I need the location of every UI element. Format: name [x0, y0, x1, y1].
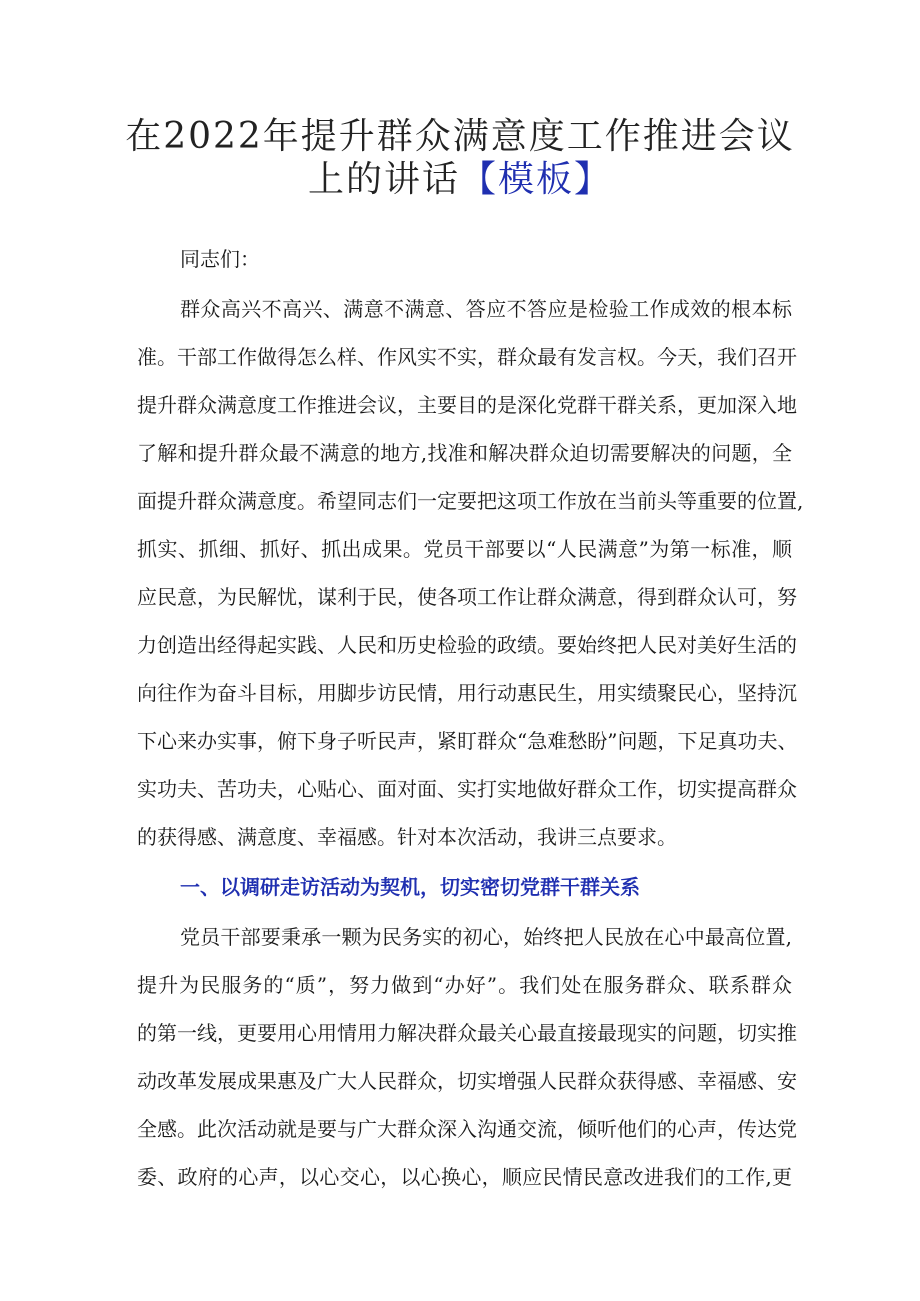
paragraph-2-line: 动改革发展成果惠及广大人民群众，切实增强人民群众获得感、幸福感、安 — [137, 1069, 797, 1093]
paragraph-1-line: 了解和提升群众最不满意的地方,找准和解决群众迫切需要解决的问题，全 — [137, 441, 792, 465]
title-main-text: 上的讲话 — [307, 159, 460, 200]
paragraph-2-line: 党员干部要秉承一颗为民务实的初心，始终把人民放在心中最高位置, — [180, 925, 792, 949]
paragraph-1-line: 提升群众满意度工作推进会议，主要目的是深化党群干群关系，更加深入地 — [137, 393, 797, 417]
paragraph-2-line: 的第一线，更要用心用情用力解决群众最关心最直接最现实的问题，切实推 — [137, 1021, 797, 1045]
section-heading-1: 一、以调研走访活动为契机，切实密切党群干群关系 — [180, 875, 640, 899]
paragraph-2-line: 委、政府的心声，以心交心，以心换心，顺应民情民意改进我们的工作,更 — [137, 1165, 792, 1189]
paragraph-1-line: 向往作为奋斗目标，用脚步访民情，用行动惠民生，用实绩聚民心，坚持沉 — [137, 681, 797, 705]
document-title-line-1: 在2022年提升群众满意度工作推进会议 — [125, 116, 795, 157]
paragraph-1-line: 抓实、抓细、抓好、抓出成果。党员干部要以“人民满意”为第一标准，顺 — [137, 537, 792, 561]
paragraph-1-line: 应民意，为民解忧，谋利于民，使各项工作让群众满意，得到群众认可，努 — [137, 585, 797, 609]
paragraph-1-line: 准。干部工作做得怎么样、作风实不实，群众最有发言权。今天，我们召开 — [137, 345, 797, 369]
paragraph-1-line: 群众高兴不高兴、满意不满意、答应不答应是检验工作成效的根本标 — [180, 297, 792, 321]
document-title-line-2 — [120, 160, 800, 200]
paragraph-1-line: 面提升群众满意度。希望同志们一定要把这项工作放在当前头等重要的位置, — [137, 489, 804, 513]
template-tag: 【模板】 — [460, 159, 613, 200]
salutation: 同志们： — [180, 247, 260, 271]
paragraph-1-line: 的获得感、满意度、幸福感。针对本次活动，我讲三点要求。 — [137, 825, 677, 849]
paragraph-1-line: 实功夫、苦功夫，心贴心、面对面、实打实地做好群众工作，切实提高群众 — [137, 777, 797, 801]
paragraph-2-line: 提升为民服务的“质”，努力做到“办好”。我们处在服务群众、联系群众 — [137, 973, 792, 997]
paragraph-1-line: 下心来办实事，俯下身子听民声，紧盯群众“急难愁盼”问题，下足真功夫、 — [137, 729, 798, 753]
paragraph-1-line: 力创造出经得起实践、人民和历史检验的政绩。要始终把人民对美好生活的 — [137, 633, 797, 657]
paragraph-2-line: 全感。此次活动就是要与广大群众深入沟通交流，倾听他们的心声，传达党 — [137, 1117, 797, 1141]
